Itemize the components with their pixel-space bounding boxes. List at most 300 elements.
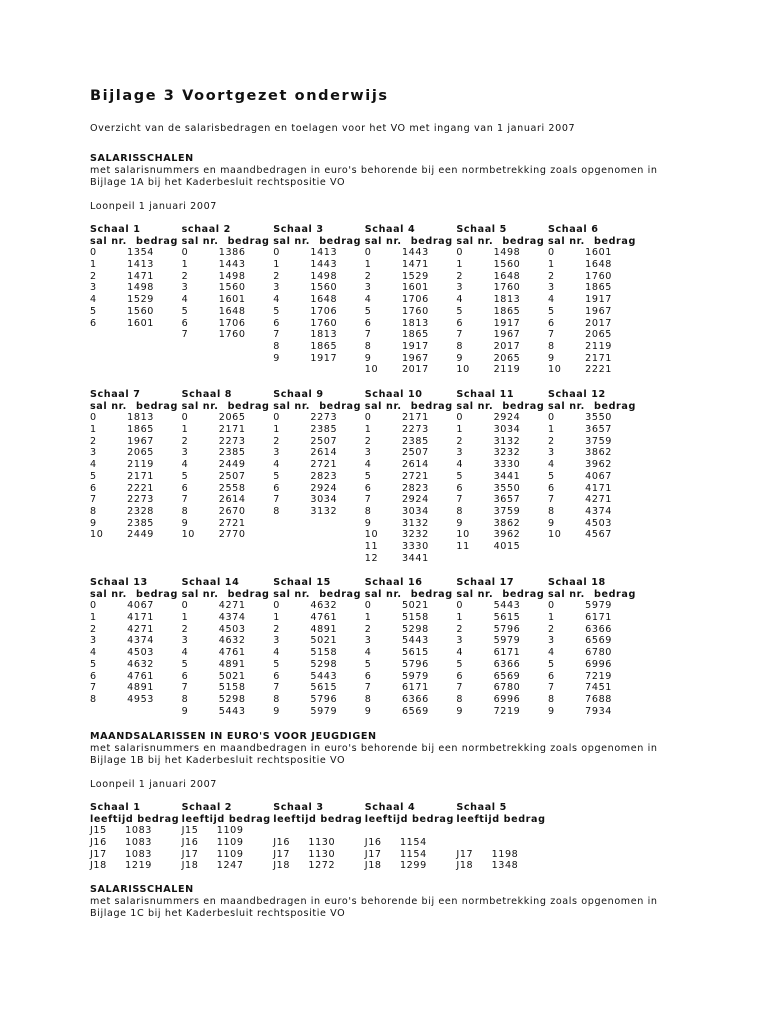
column-subheader [365, 401, 457, 413]
salary-amount: 1154 [399, 837, 427, 849]
loonpeil-label: Loonpeil 1 januari 2007 [90, 201, 217, 212]
table-row [182, 506, 274, 518]
table-row [548, 329, 640, 341]
salary-amount: 1648 [310, 294, 338, 306]
salary-number: 0 [90, 600, 97, 612]
salary-number: 1 [90, 612, 97, 624]
salary-number: 5 [181, 470, 189, 482]
salary-number: 1 [181, 424, 189, 436]
salary-amount: 1529 [401, 270, 429, 282]
salary-number: 4 [90, 459, 97, 471]
table-row [456, 837, 548, 849]
salary-amount: 1083 [125, 825, 152, 837]
salary-amount: 6171 [401, 682, 429, 694]
salary-amount: 2614 [218, 494, 246, 506]
subheader-salary-number: sal nr. [548, 235, 585, 247]
salary-amount: 1471 [401, 259, 429, 271]
salary-amount: 2273 [401, 424, 429, 436]
salary-amount: 2385 [127, 517, 154, 529]
table-row [182, 624, 274, 636]
salary-number: 2 [273, 270, 280, 282]
salary-amount: 1354 [127, 247, 154, 259]
salary-number: 4 [90, 294, 97, 306]
subheader-salary-number: sal nr. [456, 400, 494, 412]
salary-amount: 6569 [401, 705, 429, 717]
salary-number: 10 [364, 364, 379, 376]
column-subheader: leeftijd bedrag [364, 813, 454, 825]
salary-amount: 1967 [493, 329, 521, 341]
salary-amount: 6780 [585, 647, 612, 659]
salary-amount: 2614 [310, 447, 338, 459]
salary-number: 2 [181, 435, 189, 447]
salary-number: 1 [181, 612, 189, 624]
salary-amount: 1109 [216, 848, 244, 860]
column-subheader: leeftijd bedrag [90, 813, 180, 825]
salary-number: 2 [364, 623, 372, 635]
scale-name: Schaal 14 [181, 577, 240, 588]
salary-number: 0 [364, 412, 372, 424]
table-row [182, 483, 274, 495]
salary-number: 3 [90, 635, 97, 647]
salary-amount: 5443 [310, 670, 338, 682]
salary-amount: 2614 [401, 459, 429, 471]
salary-scale-column [365, 389, 457, 564]
table-row [182, 837, 274, 849]
table-row [365, 647, 457, 659]
salary-number: 2 [548, 435, 555, 447]
salary-amount: 1529 [127, 294, 154, 306]
salary-amount: 4271 [585, 494, 612, 506]
table-row [548, 412, 640, 424]
salary-number: 4 [364, 294, 372, 306]
table-row [90, 647, 182, 659]
scale-name: schaal 2 [181, 224, 231, 235]
salary-amount: 2065 [127, 447, 154, 459]
table-row [273, 483, 365, 495]
table-row [182, 259, 274, 271]
table-row [548, 341, 640, 353]
salary-amount: 5298 [401, 623, 429, 635]
salary-amount: 3759 [585, 435, 612, 447]
table-row [456, 860, 548, 872]
table-row [273, 353, 365, 365]
salary-amount: 2770 [218, 529, 246, 541]
table-row [365, 318, 457, 330]
salary-number: 7 [90, 494, 97, 506]
age-code: J16 [273, 837, 291, 849]
salary-number: 11 [456, 540, 470, 552]
salary-amount: 1813 [493, 294, 521, 306]
salary-number: 8 [456, 505, 464, 517]
salary-amount: 4953 [127, 693, 154, 705]
salary-amount: 3550 [585, 412, 612, 424]
salary-amount: 1813 [127, 412, 154, 424]
table-row [456, 647, 548, 659]
salary-amount: 2017 [493, 340, 521, 352]
table-row [182, 635, 274, 647]
salary-number: 1 [90, 424, 97, 436]
salary-amount: 1601 [127, 317, 154, 329]
salary-number: 6 [90, 317, 97, 329]
scale-name: Schaal 12 [548, 389, 606, 400]
scale-name: Schaal 9 [273, 389, 324, 400]
salary-scale-column [456, 389, 548, 553]
table-row [456, 506, 548, 518]
table-row [90, 436, 182, 448]
table-row [548, 259, 640, 271]
salary-number: 1 [456, 424, 464, 436]
salary-number: 9 [548, 352, 555, 364]
salary-amount: 1498 [127, 282, 154, 294]
salary-number: 1 [90, 259, 97, 271]
salary-number: 3 [364, 282, 372, 294]
table-row [548, 436, 640, 448]
table-row [90, 294, 182, 306]
table-row [273, 825, 365, 837]
salary-number: 0 [181, 600, 189, 612]
subheader-salary-number: sal nr. [273, 588, 311, 600]
subheader-amount: bedrag [594, 235, 636, 247]
age-code: J16 [364, 837, 382, 849]
salary-amount: 5158 [218, 682, 246, 694]
salary-amount: 4503 [127, 647, 154, 659]
column-subheader [273, 236, 365, 248]
salary-amount: 7934 [585, 705, 612, 717]
table-row [548, 494, 640, 506]
salary-amount: 1760 [218, 329, 246, 341]
salary-amount: 5979 [310, 705, 338, 717]
salary-amount: 1706 [310, 305, 338, 317]
salary-amount: 1443 [218, 259, 246, 271]
table-row [548, 424, 640, 436]
salary-amount: 1413 [310, 247, 338, 259]
table-row [456, 353, 548, 365]
salary-amount: 3759 [493, 505, 521, 517]
table-row [90, 694, 182, 706]
salary-number: 2 [90, 435, 97, 447]
table-row [90, 837, 182, 849]
salary-number: 8 [456, 340, 464, 352]
salary-amount: 1083 [125, 848, 152, 860]
youth-scale-column [456, 802, 548, 872]
table-row [548, 282, 640, 294]
table-row [548, 271, 640, 283]
table-row [365, 694, 457, 706]
table-row [182, 494, 274, 506]
salary-number: 9 [181, 705, 189, 717]
salary-amount: 1498 [218, 270, 246, 282]
scale-name: Schaal 4 [364, 802, 416, 813]
salary-number: 4 [181, 647, 189, 659]
table-row [365, 471, 457, 483]
salary-number: 7 [548, 682, 555, 694]
salary-amount: 4374 [585, 505, 612, 517]
table-row [90, 682, 182, 694]
salary-number: 9 [456, 517, 464, 529]
salary-amount: 3657 [493, 494, 521, 506]
salary-amount: 1917 [493, 317, 521, 329]
salary-number: 8 [364, 340, 372, 352]
table-row [90, 471, 182, 483]
age-code: J15 [90, 825, 107, 837]
table-row [90, 459, 182, 471]
salary-number: 6 [364, 482, 372, 494]
table-row [365, 825, 457, 837]
scale-name: Schaal 1 [90, 224, 141, 235]
salary-number: 5 [273, 658, 280, 670]
table-row [365, 341, 457, 353]
salary-number: 6 [456, 317, 464, 329]
subheader-amount: bedrag [502, 588, 545, 600]
table-row [456, 318, 548, 330]
salary-amount: 6171 [493, 647, 521, 659]
subheader-amount: bedrag [502, 400, 545, 412]
salary-amount: 1706 [218, 317, 246, 329]
salary-amount: 4761 [218, 647, 246, 659]
salary-amount: 2017 [401, 364, 429, 376]
salary-amount: 1760 [585, 270, 612, 282]
table-row [365, 860, 457, 872]
salary-number: 0 [181, 412, 189, 424]
table-row [90, 506, 182, 518]
salary-amount: 1813 [310, 329, 338, 341]
table-row [182, 706, 274, 718]
youth-scale-column [273, 802, 365, 872]
section-description-line: Bijlage 1B bij het Kaderbesluit rechtspositie VO [90, 755, 346, 766]
column-subheader [273, 589, 365, 601]
salary-number: 7 [456, 329, 464, 341]
salary-number: 2 [364, 270, 372, 282]
table-row [548, 624, 640, 636]
table-row [273, 447, 365, 459]
table-row [182, 682, 274, 694]
subheader-amount: bedrag [502, 235, 545, 247]
table-row [90, 825, 182, 837]
table-row [456, 247, 548, 259]
table-row [273, 259, 365, 271]
table-row [456, 271, 548, 283]
salary-number: 5 [456, 305, 464, 317]
salary-number: 0 [90, 412, 97, 424]
salary-amount: 6996 [493, 693, 521, 705]
column-subheader: leeftijd bedrag [273, 813, 363, 825]
salary-amount: 5158 [310, 647, 338, 659]
salary-amount: 1130 [308, 848, 336, 860]
salary-amount: 3862 [493, 517, 521, 529]
salary-amount: 5979 [493, 635, 521, 647]
subheader-salary-number: sal nr. [181, 588, 219, 600]
scale-name: Schaal 11 [456, 389, 515, 400]
table-row [365, 424, 457, 436]
salary-amount: 2823 [310, 470, 338, 482]
salary-number: 8 [90, 505, 97, 517]
salary-amount: 4015 [493, 540, 521, 552]
youth-scale-column [182, 802, 274, 872]
table-row [273, 659, 365, 671]
scale-name: Schaal 2 [181, 802, 233, 813]
table-row [365, 306, 457, 318]
salary-amount: 4761 [310, 612, 338, 624]
salary-amount: 3441 [493, 470, 521, 482]
salary-amount: 1760 [493, 282, 521, 294]
salary-number: 6 [181, 670, 189, 682]
scale-name: Schaal 17 [456, 577, 515, 588]
salary-amount: 1443 [401, 247, 429, 259]
table-row [273, 624, 365, 636]
salary-amount: 2017 [585, 317, 612, 329]
salary-amount: 2924 [310, 482, 338, 494]
table-row [548, 647, 640, 659]
salary-amount: 5443 [493, 600, 521, 612]
scale-name: Schaal 8 [181, 389, 233, 400]
salary-number: 7 [90, 682, 97, 694]
subheader-salary-number: sal nr. [364, 588, 402, 600]
table-row [456, 624, 548, 636]
salary-number: 2 [181, 623, 189, 635]
table-row [365, 612, 457, 624]
salary-amount: 5796 [310, 693, 338, 705]
salary-amount: 5796 [493, 623, 521, 635]
salary-number: 2 [456, 623, 464, 635]
table-row [548, 682, 640, 694]
salary-number: 7 [273, 329, 280, 341]
salary-number: 9 [456, 705, 464, 717]
salary-number: 3 [456, 447, 464, 459]
salary-amount: 3034 [493, 424, 521, 436]
table-row [273, 612, 365, 624]
salary-scale-column [182, 224, 274, 341]
salary-number: 0 [181, 247, 189, 259]
salary-number: 4 [181, 459, 189, 471]
salary-number: 7 [456, 494, 464, 506]
salary-number: 6 [181, 482, 189, 494]
section-description-line: met salarisnummers en maandbedragen in euro's behorende bij een normbetrekking zoals opgenomen in [90, 165, 658, 176]
salary-number: 7 [456, 682, 464, 694]
salary-number: 0 [456, 600, 464, 612]
table-row [273, 494, 365, 506]
salary-amount: 3232 [493, 447, 521, 459]
salary-number: 5 [548, 658, 555, 670]
salary-number: 5 [273, 470, 280, 482]
salary-number: 8 [548, 340, 555, 352]
table-row [365, 259, 457, 271]
subheader-salary-number: sal nr. [364, 400, 402, 412]
table-row [182, 294, 274, 306]
table-row [182, 659, 274, 671]
salary-amount: 2328 [127, 505, 154, 517]
salary-amount: 1865 [310, 340, 338, 352]
salary-amount: 1471 [127, 270, 154, 282]
salary-number: 4 [364, 459, 372, 471]
salary-amount: 3441 [401, 552, 429, 564]
table-row [273, 706, 365, 718]
subheader-salary-number: sal nr. [181, 235, 219, 247]
salary-amount: 4503 [585, 517, 612, 529]
salary-amount: 2924 [401, 494, 429, 506]
section-description-line: met salarisnummers en maandbedragen in euro's behorende bij een normbetrekking zoals opgenomen in [90, 743, 658, 754]
table-row [273, 282, 365, 294]
table-row [182, 671, 274, 683]
salary-number: 9 [456, 352, 464, 364]
salary-amount: 2119 [493, 364, 521, 376]
table-row [90, 259, 182, 271]
salary-number: 7 [273, 494, 280, 506]
salary-amount: 5158 [401, 612, 429, 624]
salary-number: 9 [273, 352, 280, 364]
column-subheader [548, 401, 640, 413]
salary-amount: 6366 [493, 658, 521, 670]
salary-amount: 3550 [493, 482, 521, 494]
salary-amount: 3862 [585, 447, 612, 459]
salary-amount: 1865 [401, 329, 429, 341]
column-subheader [548, 236, 640, 248]
column-subheader [365, 236, 457, 248]
salary-number: 5 [90, 470, 97, 482]
table-row [365, 247, 457, 259]
table-row [365, 541, 457, 553]
table-row [90, 600, 182, 612]
salary-number: 0 [548, 412, 555, 424]
subheader-salary-number: sal nr. [90, 400, 127, 412]
table-row [365, 529, 457, 541]
salary-number: 2 [181, 270, 189, 282]
salary-scale-column [273, 224, 365, 364]
table-row [365, 659, 457, 671]
salary-amount: 2721 [218, 517, 246, 529]
salary-number: 1 [273, 612, 280, 624]
table-row [365, 483, 457, 495]
salary-amount: 2721 [310, 459, 338, 471]
section-description-line: Bijlage 1C bij het Kaderbesluit rechtspositie VO [90, 908, 346, 919]
age-code: J16 [90, 837, 107, 849]
column-subheader [182, 236, 274, 248]
table-row [182, 247, 274, 259]
table-row [90, 412, 182, 424]
column-subheader [182, 589, 274, 601]
age-code: J17 [181, 848, 199, 860]
table-row [456, 849, 548, 861]
salary-amount: 2721 [401, 470, 429, 482]
salary-number: 9 [364, 352, 372, 364]
salary-amount: 2273 [127, 494, 154, 506]
table-row [182, 600, 274, 612]
salary-number: 3 [273, 635, 280, 647]
column-subheader [456, 401, 548, 413]
salary-number: 0 [456, 247, 464, 259]
salary-amount: 2449 [127, 529, 154, 541]
table-row [365, 706, 457, 718]
subheader-amount: bedrag [410, 588, 453, 600]
salary-number: 8 [364, 505, 372, 517]
table-row [273, 247, 365, 259]
salary-amount: 2273 [310, 412, 338, 424]
salary-number: 1 [364, 259, 372, 271]
salary-amount: 4171 [127, 612, 154, 624]
salary-amount: 4374 [127, 635, 154, 647]
salary-amount: 2507 [401, 447, 429, 459]
table-row [548, 529, 640, 541]
salary-amount: 3962 [493, 529, 521, 541]
salary-number: 5 [181, 658, 189, 670]
table-row [182, 825, 274, 837]
table-row [273, 471, 365, 483]
table-row [182, 860, 274, 872]
salary-number: 5 [90, 305, 97, 317]
scale-name: Schaal 10 [364, 389, 423, 400]
salary-number: 5 [364, 658, 372, 670]
salary-number: 3 [364, 635, 372, 647]
scale-name: Schaal 5 [456, 224, 507, 235]
